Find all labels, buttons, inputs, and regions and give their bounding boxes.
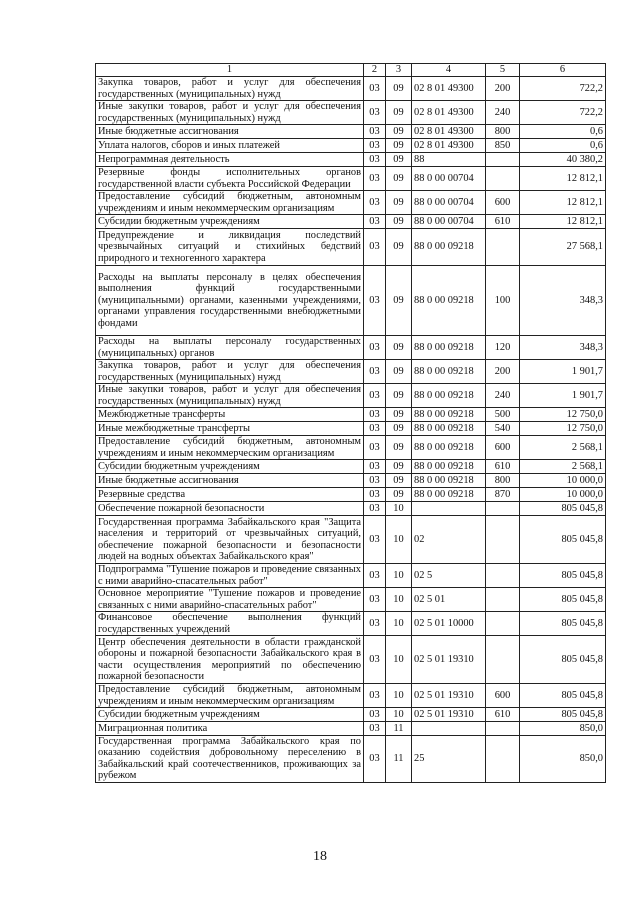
section-code-cell: 03: [364, 360, 386, 384]
expense-type-cell: 240: [486, 384, 520, 408]
target-article-cell: 25: [412, 736, 486, 783]
subsection-code-cell: 09: [386, 125, 412, 139]
expense-type-cell: 600: [486, 684, 520, 708]
section-code-cell: 03: [364, 636, 386, 684]
subsection-code-cell: 09: [386, 460, 412, 474]
target-article-cell: [412, 722, 486, 736]
expense-type-cell: 610: [486, 708, 520, 722]
header-cell: 1: [96, 64, 364, 77]
section-code-cell: 03: [364, 708, 386, 722]
target-article-cell: 02 5 01 19310: [412, 684, 486, 708]
amount-cell: 12 812,1: [520, 191, 606, 215]
amount-cell: 805 045,8: [520, 612, 606, 636]
row-name-cell: Миграционная политика: [96, 722, 364, 736]
table-row: [96, 488, 606, 502]
target-article-cell: 02 8 01 49300: [412, 125, 486, 139]
target-article-cell: 02 5 01 19310: [412, 708, 486, 722]
table-row: [96, 384, 606, 408]
expense-type-cell: [486, 722, 520, 736]
section-code-cell: 03: [364, 422, 386, 436]
row-name-cell: Межбюджетные трансферты: [96, 408, 364, 422]
amount-cell: 2 568,1: [520, 436, 606, 460]
header-cell: 2: [364, 64, 386, 77]
row-name-cell: Расходы на выплаты персоналу государственных (муниципальных) органов: [96, 336, 364, 360]
amount-cell: 12 812,1: [520, 167, 606, 191]
subsection-code-cell: 11: [386, 722, 412, 736]
expense-type-cell: 540: [486, 422, 520, 436]
expense-type-cell: 610: [486, 460, 520, 474]
section-code-cell: 03: [364, 229, 386, 266]
expense-type-cell: [486, 167, 520, 191]
table-row: [96, 167, 606, 191]
table-row: [96, 229, 606, 266]
target-article-cell: 02: [412, 516, 486, 564]
section-code-cell: 03: [364, 502, 386, 516]
row-name-cell: Иные закупки товаров, работ и услуг для обеспечения государственных (муниципальных) нужд: [96, 384, 364, 408]
page-number: 18: [313, 849, 327, 864]
table-row: [96, 708, 606, 722]
amount-cell: 805 045,8: [520, 516, 606, 564]
section-code-cell: 03: [364, 612, 386, 636]
row-name-cell: Предоставление субсидий бюджетным, автономным учреждениям и иным некоммерческим организациям: [96, 191, 364, 215]
target-article-cell: 02 8 01 49300: [412, 139, 486, 153]
table-row: [96, 684, 606, 708]
table-row: [96, 436, 606, 460]
target-article-cell: 02 5 01 10000: [412, 612, 486, 636]
amount-cell: 10 000,0: [520, 488, 606, 502]
expense-type-cell: 500: [486, 408, 520, 422]
subsection-code-cell: 10: [386, 684, 412, 708]
expense-type-cell: [486, 153, 520, 167]
target-article-cell: 88 0 00 09218: [412, 474, 486, 488]
subsection-code-cell: 09: [386, 215, 412, 229]
expense-type-cell: 100: [486, 266, 520, 336]
expense-type-cell: 200: [486, 360, 520, 384]
expense-type-cell: [486, 612, 520, 636]
section-code-cell: 03: [364, 488, 386, 502]
subsection-code-cell: 09: [386, 336, 412, 360]
header-cell: 5: [486, 64, 520, 77]
expense-type-cell: [486, 516, 520, 564]
section-code-cell: 03: [364, 266, 386, 336]
expense-type-cell: [486, 588, 520, 612]
table-row: [96, 101, 606, 125]
row-name-cell: Уплата налогов, сборов и иных платежей: [96, 139, 364, 153]
table-row: [96, 408, 606, 422]
table-row: [96, 612, 606, 636]
expense-type-cell: 610: [486, 215, 520, 229]
subsection-code-cell: 10: [386, 516, 412, 564]
amount-cell: 12 750,0: [520, 422, 606, 436]
row-name-cell: Иные закупки товаров, работ и услуг для обеспечения государственных (муниципальных) нужд: [96, 101, 364, 125]
row-name-cell: Государственная программа Забайкальского края по оказанию содействия добровольному переселению в Забайкальский край соотечественников, проживающих за рубежом: [96, 736, 364, 783]
amount-cell: 1 901,7: [520, 384, 606, 408]
expense-type-cell: 800: [486, 125, 520, 139]
table-row: [96, 422, 606, 436]
target-article-cell: 02 8 01 49300: [412, 77, 486, 101]
section-code-cell: 03: [364, 516, 386, 564]
subsection-code-cell: 10: [386, 588, 412, 612]
table-row: [96, 77, 606, 101]
row-name-cell: Предоставление субсидий бюджетным, автономным учреждениям и иным некоммерческим организациям: [96, 436, 364, 460]
table-row: [96, 588, 606, 612]
expense-type-cell: [486, 736, 520, 783]
section-code-cell: 03: [364, 153, 386, 167]
row-name-cell: Расходы на выплаты персоналу в целях обеспечения выполнения функций государственными (муниципальными) органами, казенными учреждениями, органами управления государственными внебюджетными фондами: [96, 266, 364, 336]
subsection-code-cell: 09: [386, 422, 412, 436]
header-cell: 3: [386, 64, 412, 77]
table-row: [96, 722, 606, 736]
table-row: [96, 336, 606, 360]
target-article-cell: 88: [412, 153, 486, 167]
table-row: [96, 139, 606, 153]
subsection-code-cell: 10: [386, 564, 412, 588]
subsection-code-cell: 09: [386, 153, 412, 167]
target-article-cell: 02 5: [412, 564, 486, 588]
amount-cell: 722,2: [520, 77, 606, 101]
amount-cell: 2 568,1: [520, 460, 606, 474]
target-article-cell: 88 0 00 09218: [412, 408, 486, 422]
table-row: [96, 516, 606, 564]
section-code-cell: 03: [364, 191, 386, 215]
expense-type-cell: [486, 502, 520, 516]
expense-type-cell: 850: [486, 139, 520, 153]
expense-type-cell: 870: [486, 488, 520, 502]
table-row: [96, 460, 606, 474]
amount-cell: 0,6: [520, 139, 606, 153]
section-code-cell: 03: [364, 139, 386, 153]
expense-type-cell: [486, 564, 520, 588]
table-row: [96, 636, 606, 684]
section-code-cell: 03: [364, 588, 386, 612]
amount-cell: 12 812,1: [520, 215, 606, 229]
row-name-cell: Государственная программа Забайкальского края "Защита населения и территорий от чрезвычайных ситуаций, обеспечение пожарной безопасности и безопасности людей на водных объектах Забайкальского края": [96, 516, 364, 564]
table-row: [96, 736, 606, 783]
budget-table: [95, 63, 606, 783]
target-article-cell: 88 0 00 09218: [412, 229, 486, 266]
expense-type-cell: [486, 636, 520, 684]
row-name-cell: Основное мероприятие "Тушение пожаров и проведение связанных с ними аварийно-спасательных работ": [96, 588, 364, 612]
table-row: [96, 215, 606, 229]
target-article-cell: 02 5 01: [412, 588, 486, 612]
row-name-cell: Субсидии бюджетным учреждениям: [96, 708, 364, 722]
subsection-code-cell: 09: [386, 77, 412, 101]
target-article-cell: 88 0 00 09218: [412, 488, 486, 502]
amount-cell: 805 045,8: [520, 588, 606, 612]
amount-cell: 0,6: [520, 125, 606, 139]
row-name-cell: Предоставление субсидий бюджетным, автономным учреждениям и иным некоммерческим организациям: [96, 684, 364, 708]
header-cell: 4: [412, 64, 486, 77]
row-name-cell: Центр обеспечения деятельности в области гражданской обороны и пожарной безопасности Забайкальского края в части осуществления мероприятий по обеспечению пожарной безопасности: [96, 636, 364, 684]
subsection-code-cell: 09: [386, 266, 412, 336]
section-code-cell: 03: [364, 474, 386, 488]
subsection-code-cell: 10: [386, 708, 412, 722]
section-code-cell: 03: [364, 77, 386, 101]
target-article-cell: [412, 502, 486, 516]
target-article-cell: 02 8 01 49300: [412, 101, 486, 125]
row-name-cell: Закупка товаров, работ и услуг для обеспечения государственных (муниципальных) нужд: [96, 77, 364, 101]
row-name-cell: Субсидии бюджетным учреждениям: [96, 215, 364, 229]
header-cell: 6: [520, 64, 606, 77]
target-article-cell: 88 0 00 09218: [412, 360, 486, 384]
subsection-code-cell: 09: [386, 360, 412, 384]
section-code-cell: 03: [364, 167, 386, 191]
amount-cell: 27 568,1: [520, 229, 606, 266]
target-article-cell: 88 0 00 09218: [412, 266, 486, 336]
table-row: [96, 125, 606, 139]
section-code-cell: 03: [364, 101, 386, 125]
amount-cell: 10 000,0: [520, 474, 606, 488]
table-row: [96, 502, 606, 516]
amount-cell: 850,0: [520, 736, 606, 783]
subsection-code-cell: 10: [386, 612, 412, 636]
expense-type-cell: [486, 229, 520, 266]
table-row: [96, 474, 606, 488]
subsection-code-cell: 09: [386, 139, 412, 153]
table-row: [96, 191, 606, 215]
expense-type-cell: 800: [486, 474, 520, 488]
row-name-cell: Обеспечение пожарной безопасности: [96, 502, 364, 516]
target-article-cell: 88 0 00 09218: [412, 336, 486, 360]
table-row: [96, 360, 606, 384]
target-article-cell: 88 0 00 00704: [412, 191, 486, 215]
target-article-cell: 02 5 01 19310: [412, 636, 486, 684]
subsection-code-cell: 09: [386, 167, 412, 191]
amount-cell: 805 045,8: [520, 708, 606, 722]
amount-cell: 805 045,8: [520, 684, 606, 708]
subsection-code-cell: 10: [386, 636, 412, 684]
amount-cell: 805 045,8: [520, 502, 606, 516]
subsection-code-cell: 09: [386, 488, 412, 502]
subsection-code-cell: 09: [386, 408, 412, 422]
subsection-code-cell: 09: [386, 474, 412, 488]
row-name-cell: Предупреждение и ликвидация последствий чрезвычайных ситуаций и стихийных бедствий природного и техногенного характера: [96, 229, 364, 266]
section-code-cell: 03: [364, 436, 386, 460]
subsection-code-cell: 09: [386, 101, 412, 125]
section-code-cell: 03: [364, 460, 386, 474]
section-code-cell: 03: [364, 336, 386, 360]
amount-cell: 1 901,7: [520, 360, 606, 384]
section-code-cell: 03: [364, 684, 386, 708]
amount-cell: 805 045,8: [520, 636, 606, 684]
row-name-cell: Резервные средства: [96, 488, 364, 502]
section-code-cell: 03: [364, 722, 386, 736]
expense-type-cell: 120: [486, 336, 520, 360]
subsection-code-cell: 09: [386, 229, 412, 266]
table-row: [96, 266, 606, 336]
target-article-cell: 88 0 00 09218: [412, 422, 486, 436]
row-name-cell: Финансовое обеспечение выполнения функций государственных учреждений: [96, 612, 364, 636]
amount-cell: 40 380,2: [520, 153, 606, 167]
row-name-cell: Иные бюджетные ассигнования: [96, 474, 364, 488]
row-name-cell: Закупка товаров, работ и услуг для обеспечения государственных (муниципальных) нужд: [96, 360, 364, 384]
section-code-cell: 03: [364, 215, 386, 229]
subsection-code-cell: 09: [386, 384, 412, 408]
amount-cell: 12 750,0: [520, 408, 606, 422]
amount-cell: 722,2: [520, 101, 606, 125]
subsection-code-cell: 10: [386, 502, 412, 516]
target-article-cell: 88 0 00 09218: [412, 460, 486, 474]
expense-type-cell: 600: [486, 436, 520, 460]
section-code-cell: 03: [364, 736, 386, 783]
amount-cell: 805 045,8: [520, 564, 606, 588]
row-name-cell: Иные бюджетные ассигнования: [96, 125, 364, 139]
row-name-cell: Резервные фонды исполнительных органов государственной власти субъекта Российской Федерации: [96, 167, 364, 191]
table-row: [96, 153, 606, 167]
target-article-cell: 88 0 00 00704: [412, 167, 486, 191]
table-header-row: [96, 64, 606, 77]
target-article-cell: 88 0 00 09218: [412, 384, 486, 408]
subsection-code-cell: 09: [386, 436, 412, 460]
expense-type-cell: 600: [486, 191, 520, 215]
expense-type-cell: 240: [486, 101, 520, 125]
amount-cell: 348,3: [520, 266, 606, 336]
row-name-cell: Иные межбюджетные трансферты: [96, 422, 364, 436]
amount-cell: 850,0: [520, 722, 606, 736]
section-code-cell: 03: [364, 408, 386, 422]
table-row: [96, 564, 606, 588]
section-code-cell: 03: [364, 384, 386, 408]
section-code-cell: 03: [364, 125, 386, 139]
row-name-cell: Подпрограмма "Тушение пожаров и проведение связанных с ними аварийно-спасательных работ": [96, 564, 364, 588]
target-article-cell: 88 0 00 00704: [412, 215, 486, 229]
subsection-code-cell: 09: [386, 191, 412, 215]
row-name-cell: Субсидии бюджетным учреждениям: [96, 460, 364, 474]
section-code-cell: 03: [364, 564, 386, 588]
amount-cell: 348,3: [520, 336, 606, 360]
row-name-cell: Непрограммная деятельность: [96, 153, 364, 167]
expense-type-cell: 200: [486, 77, 520, 101]
target-article-cell: 88 0 00 09218: [412, 436, 486, 460]
subsection-code-cell: 11: [386, 736, 412, 783]
